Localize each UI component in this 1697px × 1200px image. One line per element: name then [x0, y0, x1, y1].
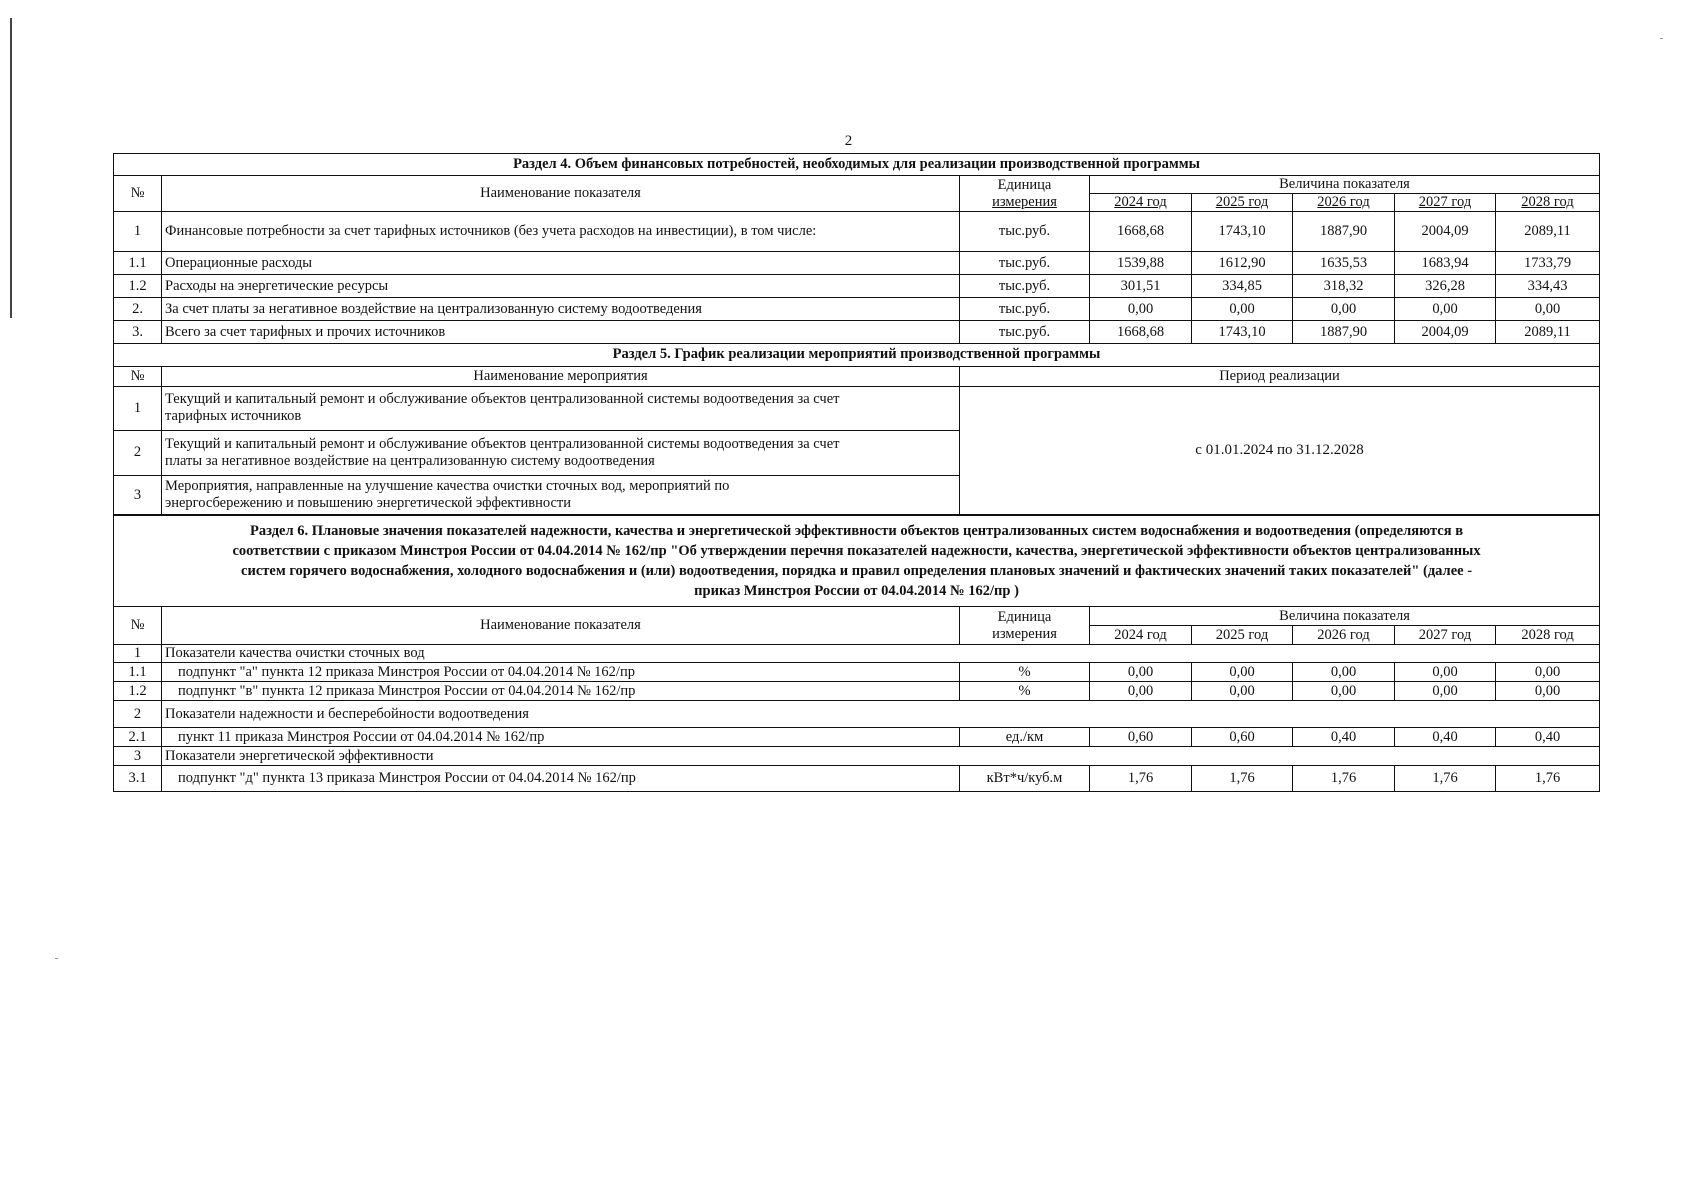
row-value: 1668,68	[1090, 212, 1192, 252]
row-num: 3.	[114, 321, 162, 344]
row-value: 0,40	[1395, 728, 1496, 747]
unit-header	[960, 607, 1090, 645]
row-value: 334,43	[1496, 275, 1600, 298]
section5-table	[113, 343, 1600, 516]
unit-header-line2: измерения	[992, 625, 1057, 642]
row-name: подпункт "а" пункта 12 приказа Минстроя России от 04.04.2014 № 162/пр	[162, 663, 960, 682]
row-unit: кВт*ч/куб.м	[960, 766, 1090, 792]
row-value: 1,76	[1293, 766, 1395, 792]
row-unit: тыс.руб.	[960, 275, 1090, 298]
row-value: 0,00	[1090, 298, 1192, 321]
row-value: 2089,11	[1496, 321, 1600, 344]
row-name-line: Текущий и капитальный ремонт и обслуживание объектов централизованной системы водоотведения за счет	[165, 435, 840, 452]
row-name: Операционные расходы	[162, 252, 960, 275]
row-value: 1,76	[1090, 766, 1192, 792]
row-unit: тыс.руб.	[960, 298, 1090, 321]
section6-title	[114, 515, 1600, 607]
row-name: пункт 11 приказа Минстроя России от 04.04.2014 № 162/пр	[162, 728, 960, 747]
scan-speck	[1660, 38, 1663, 39]
row-num: 2.	[114, 298, 162, 321]
num-header: №	[114, 366, 162, 386]
year-header: 2024 год	[1090, 626, 1192, 645]
table-row	[114, 212, 1600, 252]
row-name-line: платы за негативное воздействие на централизованную систему водоотведения	[165, 452, 655, 469]
row-value: 1683,94	[1395, 252, 1496, 275]
section5-title: Раздел 5. График реализации мероприятий производственной программы	[114, 343, 1600, 366]
table-row	[114, 275, 1600, 298]
table-row	[114, 386, 1600, 430]
year-header: 2027 год	[1395, 626, 1496, 645]
table-row	[114, 682, 1600, 701]
group-row	[114, 701, 1600, 728]
row-value: 0,60	[1090, 728, 1192, 747]
value-header: Величина показателя	[1090, 176, 1600, 194]
value-header: Величина показателя	[1090, 607, 1600, 626]
row-name: Всего за счет тарифных и прочих источников	[162, 321, 960, 344]
name-header: Наименование показателя	[162, 176, 960, 212]
group-row	[114, 747, 1600, 766]
period-header: Период реализации	[960, 366, 1600, 386]
row-value: 2004,09	[1395, 212, 1496, 252]
row-num: 1.1	[114, 252, 162, 275]
section6-title-line: соответствии с приказом Минстроя России от 04.04.2014 № 162/пр "Об утверждении перечня показателей надежности, качества, энергетической эффективности объектов централизованных	[232, 542, 1481, 559]
row-value: 0,60	[1192, 728, 1293, 747]
row-value: 0,00	[1395, 298, 1496, 321]
row-value: 1743,10	[1192, 321, 1293, 344]
row-unit: тыс.руб.	[960, 212, 1090, 252]
section6-title-line: приказ Минстроя России от 04.04.2014 № 162/пр )	[694, 582, 1019, 599]
row-num: 3	[114, 747, 162, 766]
unit-header	[960, 176, 1090, 212]
table-row	[114, 321, 1600, 344]
row-num: 1	[114, 212, 162, 252]
group-name: Показатели энергетической эффективности	[162, 747, 1600, 766]
row-value: 0,00	[1192, 682, 1293, 701]
row-value: 326,28	[1395, 275, 1496, 298]
row-value: 1743,10	[1192, 212, 1293, 252]
row-value: 301,51	[1090, 275, 1192, 298]
section4-table	[113, 153, 1600, 344]
row-value: 1887,90	[1293, 212, 1395, 252]
row-name: Расходы на энергетические ресурсы	[162, 275, 960, 298]
row-num: 3.1	[114, 766, 162, 792]
year-header: 2024 год	[1090, 194, 1192, 212]
row-name: За счет платы за негативное воздействие на централизованную систему водоотведения	[162, 298, 960, 321]
row-num: 1.2	[114, 682, 162, 701]
row-name: Финансовые потребности за счет тарифных источников (без учета расходов на инвестиции), в том числе:	[162, 212, 960, 252]
group-name: Показатели качества очистки сточных вод	[162, 645, 1600, 663]
row-value: 0,00	[1293, 663, 1395, 682]
row-value: 0,00	[1293, 298, 1395, 321]
year-header: 2025 год	[1192, 626, 1293, 645]
row-value: 0,00	[1192, 663, 1293, 682]
row-name	[162, 430, 960, 475]
row-value: 1733,79	[1496, 252, 1600, 275]
row-value: 0,00	[1395, 682, 1496, 701]
document-body	[113, 153, 1599, 792]
row-num: 2	[114, 701, 162, 728]
row-unit: %	[960, 663, 1090, 682]
row-num: 3	[114, 475, 162, 515]
year-header: 2025 год	[1192, 194, 1293, 212]
table-row	[114, 766, 1600, 792]
name-header: Наименование показателя	[162, 607, 960, 645]
scan-speck	[55, 958, 58, 959]
year-header: 2028 год	[1496, 626, 1600, 645]
row-value: 1668,68	[1090, 321, 1192, 344]
section6-table	[113, 514, 1600, 792]
year-header: 2028 год	[1496, 194, 1600, 212]
section4-title: Раздел 4. Объем финансовых потребностей, необходимых для реализации производственной программы	[114, 154, 1600, 176]
row-num: 2.1	[114, 728, 162, 747]
table-row	[114, 252, 1600, 275]
row-value: 2004,09	[1395, 321, 1496, 344]
table-row	[114, 298, 1600, 321]
row-name: подпункт "в" пункта 12 приказа Минстроя России от 04.04.2014 № 162/пр	[162, 682, 960, 701]
name-header: Наименование мероприятия	[162, 366, 960, 386]
page-number: 2	[844, 133, 853, 149]
period-value: с 01.01.2024 по 31.12.2028	[960, 386, 1600, 515]
row-num: 1.1	[114, 663, 162, 682]
row-value: 0,00	[1496, 298, 1600, 321]
section6-title-line: систем горячего водоснабжения, холодного водоснабжения и (или) водоотведения, порядка и правил определения плановых значений и фактических значений таких показателей" (далее -	[241, 562, 1473, 579]
row-unit: %	[960, 682, 1090, 701]
row-name-line: энергосбережению и повышению энергетической эффективности	[165, 495, 571, 511]
row-name: подпункт "д" пункта 13 приказа Минстроя России от 04.04.2014 № 162/пр	[162, 766, 960, 792]
row-value: 0,40	[1293, 728, 1395, 747]
row-unit: ед./км	[960, 728, 1090, 747]
unit-header-line2: измерения	[992, 193, 1057, 210]
unit-header-line1: Единица	[997, 176, 1052, 193]
num-header: №	[114, 176, 162, 212]
unit-header-line1: Единица	[997, 608, 1052, 625]
row-value: 1635,53	[1293, 252, 1395, 275]
row-name-line: Мероприятия, направленные на улучшение качества очистки сточных вод, мероприятий по	[165, 478, 730, 494]
row-num: 1	[114, 645, 162, 663]
row-value: 0,00	[1496, 663, 1600, 682]
table-row	[114, 728, 1600, 747]
group-row	[114, 645, 1600, 663]
row-value: 1,76	[1496, 766, 1600, 792]
num-header: №	[114, 607, 162, 645]
year-header: 2026 год	[1293, 626, 1395, 645]
row-num: 1	[114, 386, 162, 430]
row-value: 1,76	[1395, 766, 1496, 792]
row-value: 0,00	[1090, 682, 1192, 701]
row-value: 0,00	[1395, 663, 1496, 682]
row-name-line: тарифных источников	[165, 408, 302, 424]
row-value: 334,85	[1192, 275, 1293, 298]
row-value: 1539,88	[1090, 252, 1192, 275]
row-value: 1887,90	[1293, 321, 1395, 344]
section6-title-line: Раздел 6. Плановые значения показателей надежности, качества и энергетической эффективности объектов централизованных систем водоснабжения и водоотведения (определяются в	[250, 522, 1464, 539]
year-header: 2027 год	[1395, 194, 1496, 212]
group-name: Показатели надежности и бесперебойности водоотведения	[162, 701, 1600, 728]
row-name	[162, 386, 960, 430]
row-num: 1.2	[114, 275, 162, 298]
row-value: 0,40	[1496, 728, 1600, 747]
table-row	[114, 663, 1600, 682]
row-num: 2	[114, 430, 162, 475]
row-name	[162, 475, 960, 515]
row-value: 2089,11	[1496, 212, 1600, 252]
row-value: 0,00	[1192, 298, 1293, 321]
year-header: 2026 год	[1293, 194, 1395, 212]
row-value: 1612,90	[1192, 252, 1293, 275]
row-value: 0,00	[1090, 663, 1192, 682]
row-unit: тыс.руб.	[960, 321, 1090, 344]
row-value: 0,00	[1496, 682, 1600, 701]
row-value: 1,76	[1192, 766, 1293, 792]
scan-margin-line	[10, 18, 12, 318]
row-value: 0,00	[1293, 682, 1395, 701]
row-name-line: Текущий и капитальный ремонт и обслуживание объектов централизованной системы водоотведения за счет	[165, 391, 840, 407]
row-unit: тыс.руб.	[960, 252, 1090, 275]
row-value: 318,32	[1293, 275, 1395, 298]
